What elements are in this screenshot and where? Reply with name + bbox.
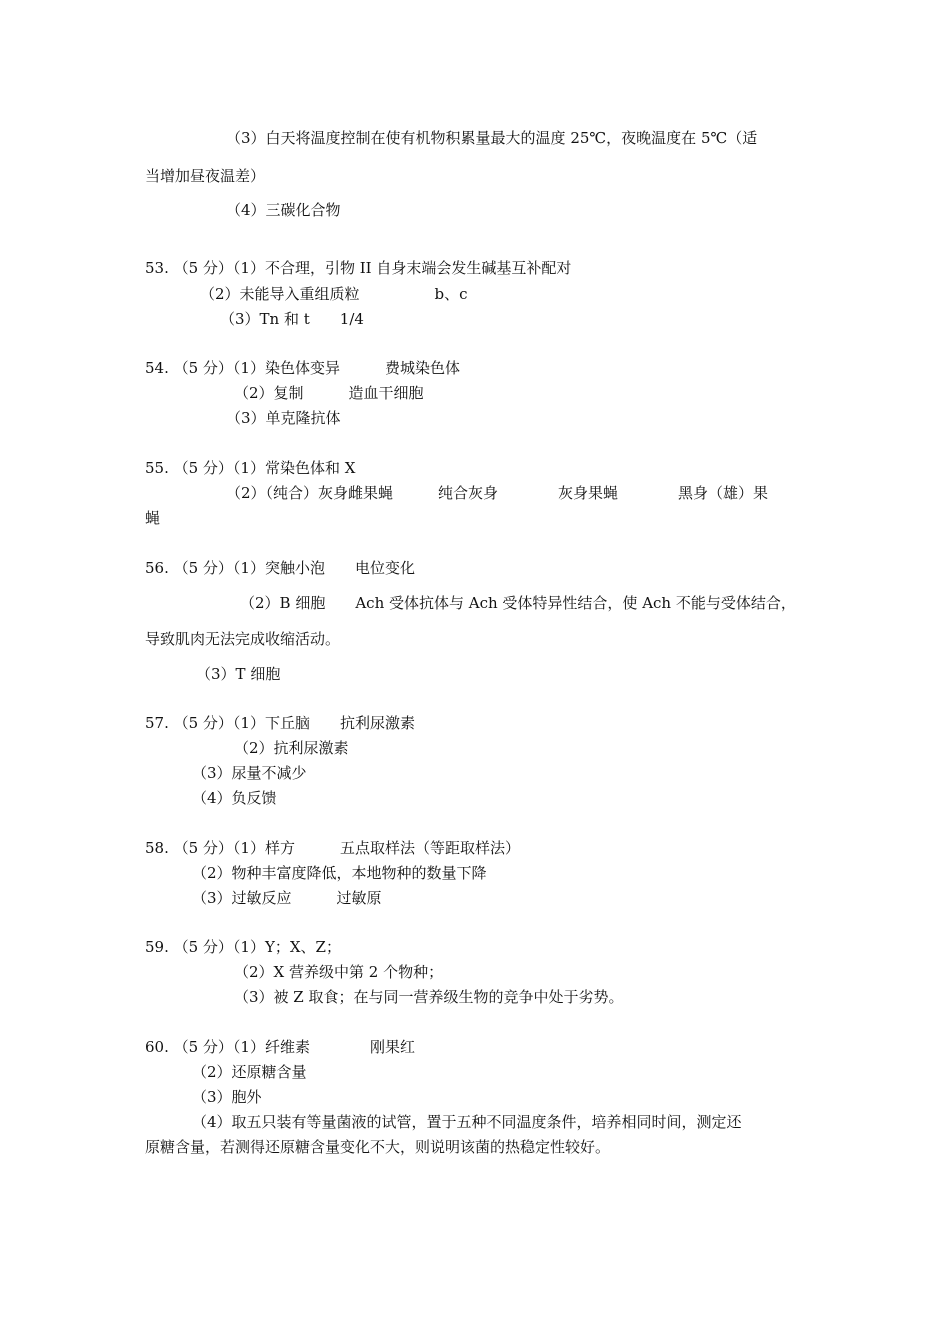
q56-answer-2-line1: （2）B 细胞 Ach 受体抗体与 Ach 受体特异性结合，使 Ach 不能与受体结合，	[240, 594, 796, 612]
q60-answer-3: （3）胞外	[192, 1088, 262, 1106]
q52-answer-3-line1: （3）白天将温度控制在使有机物积累量最大的温度 25℃，夜晚温度在 5℃（适	[226, 129, 758, 147]
q57-answer-3: （3）尿量不减少	[192, 764, 307, 782]
q58-heading: 58. （5 分）（1）样方 五点取样法（等距取样法）	[145, 839, 520, 857]
q56-heading: 56. （5 分）（1）突触小泡 电位变化	[145, 559, 415, 577]
q55-answer-2-line2: 蝇	[145, 509, 161, 527]
q56-answer-2-line2: 导致肌肉无法完成收缩活动。	[145, 630, 341, 648]
q59-answer-2: （2）X 营养级中第 2 个物种；	[234, 963, 444, 981]
q58-answer-2: （2）物种丰富度降低，本地物种的数量下降	[192, 864, 487, 882]
q52-answer-4: （4）三碳化合物	[226, 201, 341, 219]
q60-answer-4-line1: （4）取五只装有等量菌液的试管，置于五种不同温度条件，培养相同时间，测定还	[192, 1113, 742, 1131]
q54-answer-3: （3）单克隆抗体	[226, 409, 341, 427]
q55-answer-2-line1: （2）（纯合）灰身雌果蝇 纯合灰身 灰身果蝇 黑身（雄）果	[226, 484, 769, 502]
q54-heading: 54. （5 分）（1）染色体变异 费城染色体	[145, 359, 460, 377]
q57-heading: 57. （5 分）（1）下丘脑 抗利尿激素	[145, 714, 415, 732]
q52-answer-3-line2: 当增加昼夜温差）	[145, 167, 266, 185]
q56-answer-3: （3）T 细胞	[196, 665, 281, 683]
q60-answer-4-line2: 原糖含量，若测得还原糖含量变化不大，则说明该菌的热稳定性较好。	[145, 1138, 611, 1156]
q57-answer-4: （4）负反馈	[192, 789, 277, 807]
q55-heading: 55. （5 分）（1）常染色体和 X	[145, 459, 356, 477]
q59-answer-3: （3）被 Z 取食；在与同一营养级生物的竞争中处于劣势。	[234, 988, 624, 1006]
q59-heading: 59. （5 分）（1）Y；X、Z；	[145, 938, 341, 956]
q53-answer-2: （2）未能导入重组质粒 b、c	[200, 285, 468, 303]
q53-answer-3: （3）Tn 和 t 1/4	[220, 310, 364, 328]
q58-answer-3: （3）过敏反应 过敏原	[192, 889, 382, 907]
q54-answer-2: （2）复制 造血干细胞	[234, 384, 424, 402]
q60-answer-2: （2）还原糖含量	[192, 1063, 307, 1081]
q57-answer-2: （2）抗利尿激素	[234, 739, 349, 757]
q60-heading: 60. （5 分）（1）纤维素 刚果红	[145, 1038, 415, 1056]
q53-heading: 53. （5 分）（1）不合理，引物 II 自身末端会发生碱基互补配对	[145, 259, 572, 277]
